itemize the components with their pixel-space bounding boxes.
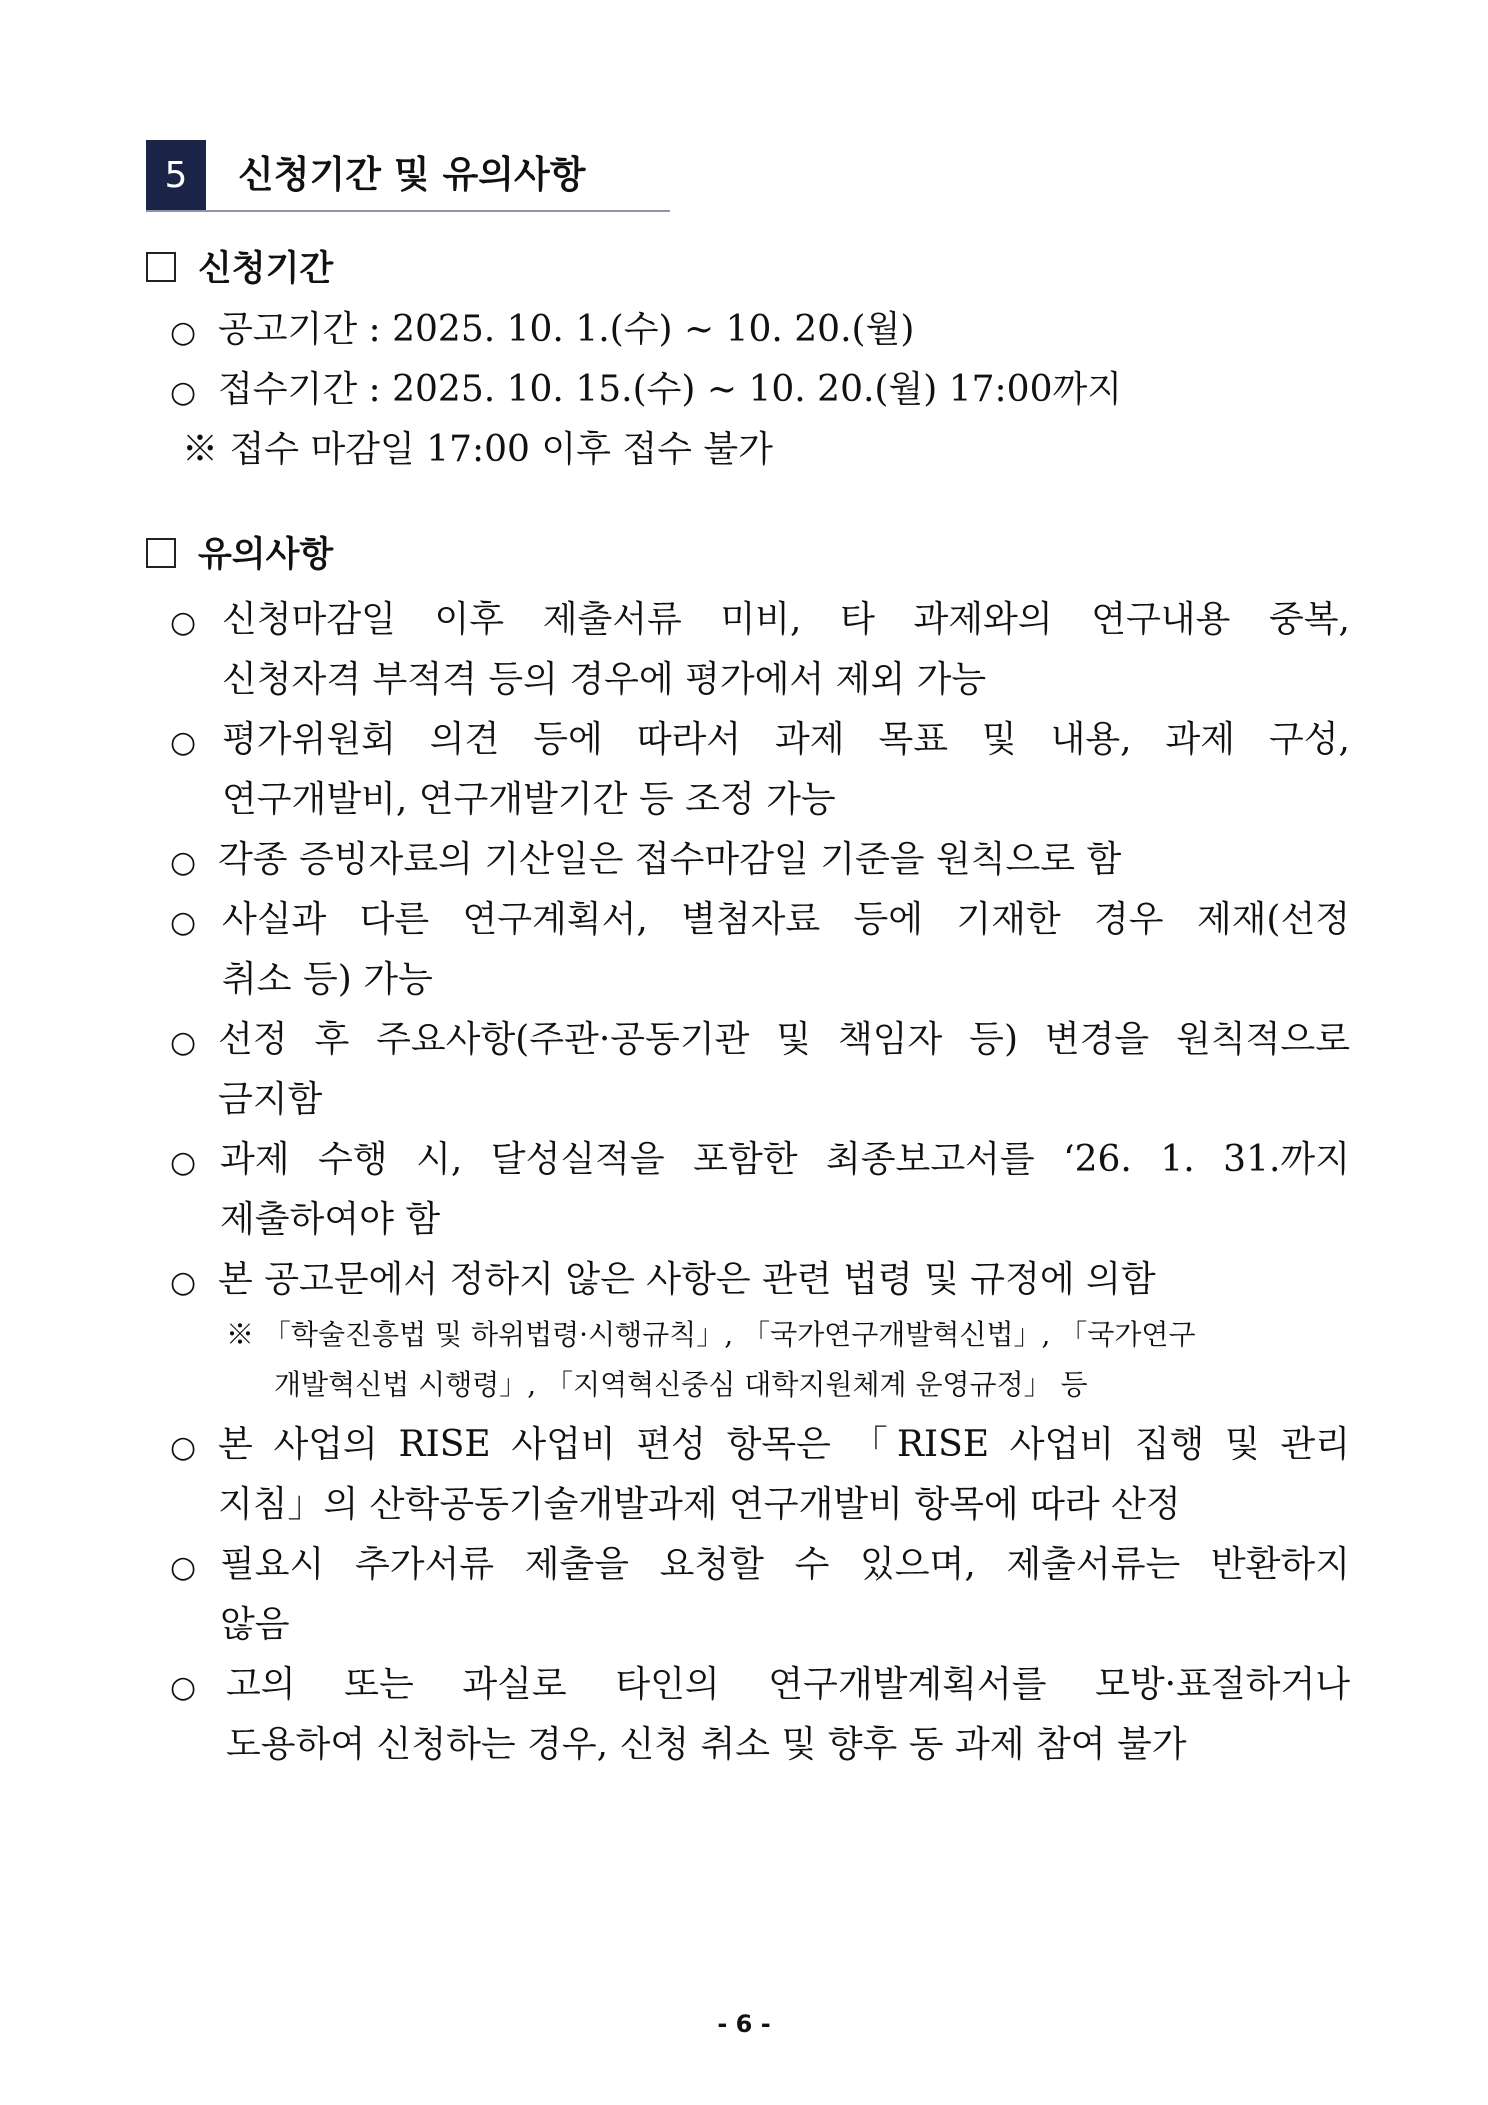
bullet-icon: ○ — [170, 1550, 197, 1585]
period-item-submission: 접수기간 : 2025. 10. 15.(수) ~ 10. 20.(월) 17:00까지 — [218, 369, 1123, 410]
bullet-icon: ○ — [170, 1025, 197, 1060]
bullet-icon: ○ — [170, 845, 197, 880]
bullet-icon: ○ — [170, 1265, 197, 1300]
notes-item-line: 신청마감일 이후 제출서류 미비, 타 과제와의 연구내용 중복, — [222, 599, 1350, 640]
bullet-icon: ○ — [170, 315, 197, 350]
section-title: 신청기간 및 유의사항 — [238, 153, 586, 196]
notes-item-line: 본 사업의 RISE 사업비 편성 항목은 「RISE 사업비 집행 및 관리 — [218, 1424, 1350, 1465]
notes-item-line: 과제 수행 시, 달성실적을 포함한 최종보고서를 ‘26. 1. 31.까지 — [220, 1139, 1350, 1180]
law-reference-note: 개발혁신법 시행령」, 「지역혁신중심 대학지원체계 운영규정」 등 — [274, 1368, 1088, 1401]
notes-item-line: 본 공고문에서 정하지 않은 사항은 관련 법령 및 규정에 의함 — [218, 1259, 1156, 1300]
period-heading: 신청기간 — [146, 244, 333, 294]
notes-item-line: 각종 증빙자료의 기산일은 접수마감일 기준을 원칙으로 함 — [218, 839, 1122, 880]
law-reference-note: ※ 「학술진흥법 및 하위법령·시행규칙」, 「국가연구개발혁신법」, 「국가연구 — [226, 1318, 1196, 1351]
notes-item-line: 평가위원회 의견 등에 따라서 과제 목표 및 내용, 과제 구성, — [222, 719, 1350, 760]
notes-item-line: 사실과 다른 연구계획서, 별첨자료 등에 기재한 경우 제재(선정 — [222, 899, 1350, 940]
notes-item-line: 지침」의 산학공동기술개발과제 연구개발비 항목에 따라 산정 — [218, 1484, 1181, 1525]
bullet-icon: ○ — [170, 905, 197, 940]
notes-item-line: 도용하여 신청하는 경우, 신청 취소 및 향후 동 과제 참여 불가 — [226, 1724, 1187, 1765]
section-number: 5 — [146, 140, 206, 210]
bullet-icon: ○ — [170, 1670, 197, 1705]
bullet-icon: ○ — [170, 605, 197, 640]
bullet-icon: ○ — [170, 1145, 197, 1180]
period-item-announcement: 공고기간 : 2025. 10. 1.(수) ~ 10. 20.(월) — [218, 309, 915, 350]
bullet-icon: ○ — [170, 375, 197, 410]
checkbox-square-icon — [146, 538, 176, 568]
bullet-icon: ○ — [170, 1430, 197, 1465]
notes-item-line: 신청자격 부적격 등의 경우에 평가에서 제외 가능 — [222, 659, 987, 700]
page-number: - 6 - — [717, 2010, 771, 2038]
section-header — [146, 140, 670, 212]
notes-item-line: 제출하여야 함 — [220, 1199, 441, 1240]
notes-item-line: 필요시 추가서류 제출을 요청할 수 있으며, 제출서류는 반환하지 — [220, 1544, 1350, 1585]
period-note: ※ 접수 마감일 17:00 이후 접수 불가 — [182, 429, 773, 470]
notes-item-line: 고의 또는 과실로 타인의 연구개발계획서를 모방·표절하거나 — [226, 1664, 1350, 1705]
notes-heading: 유의사항 — [146, 530, 333, 580]
bullet-icon: ○ — [170, 725, 197, 760]
notes-item-line: 연구개발비, 연구개발기간 등 조정 가능 — [222, 779, 836, 820]
notes-item-line: 금지함 — [218, 1079, 323, 1120]
notes-item-line: 선정 후 주요사항(주관·공동기관 및 책임자 등) 변경을 원칙적으로 — [218, 1019, 1350, 1060]
notes-item-line: 취소 등) 가능 — [222, 959, 433, 1000]
checkbox-square-icon — [146, 252, 176, 282]
notes-item-line: 않음 — [220, 1604, 290, 1645]
